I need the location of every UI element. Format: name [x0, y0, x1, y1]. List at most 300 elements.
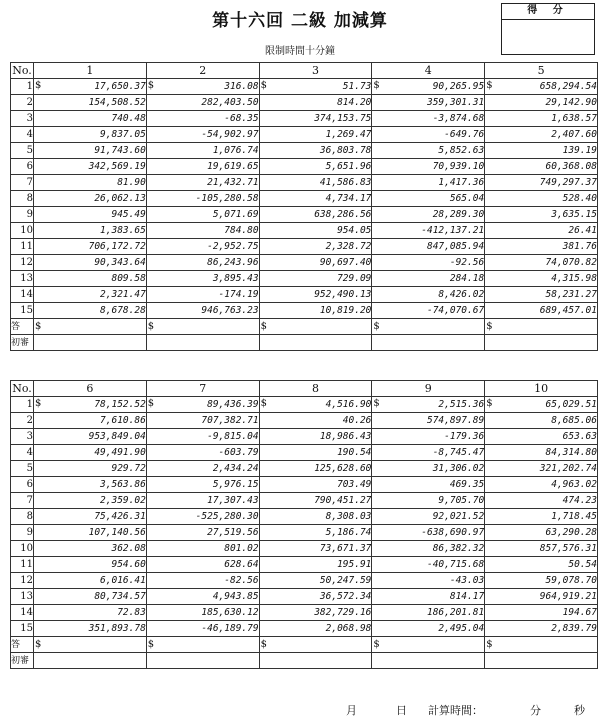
value-cell — [372, 287, 485, 303]
row-number: 14 — [11, 605, 34, 621]
currency-sign: $ — [147, 639, 155, 650]
value-cell — [34, 557, 147, 573]
value-text: 107,140.56 — [88, 526, 146, 538]
value-text: 9,705.70 — [438, 494, 485, 506]
value-text: 809.58 — [111, 272, 146, 284]
answer-input[interactable] — [146, 637, 259, 653]
value-cell — [485, 477, 598, 493]
value-text: 26.41 — [568, 224, 597, 236]
table-row — [11, 413, 598, 429]
value-cell — [259, 557, 372, 573]
check-cell[interactable] — [34, 335, 147, 351]
value-cell — [259, 287, 372, 303]
row-number: 5 — [11, 143, 34, 159]
value-text: 952,490.13 — [314, 288, 372, 300]
value-cell — [485, 573, 598, 589]
value-text: 362.08 — [111, 542, 146, 554]
value-cell — [146, 429, 259, 445]
value-text: 4,516.90 — [325, 398, 372, 410]
check-cell[interactable] — [259, 653, 372, 669]
row-number: 12 — [11, 255, 34, 271]
value-cell — [372, 159, 485, 175]
value-cell — [34, 429, 147, 445]
currency-sign: $ — [35, 639, 42, 650]
value-cell — [34, 271, 147, 287]
value-cell — [259, 509, 372, 525]
column-header: 2 — [146, 63, 259, 79]
footer-day: 日 — [396, 704, 407, 717]
value-text: 282,403.50 — [201, 96, 259, 108]
value-text: 8,308.03 — [325, 510, 372, 522]
check-label: 初審 — [11, 335, 34, 351]
column-header: 5 — [485, 63, 598, 79]
value-text: 3,635.15 — [551, 208, 597, 220]
value-cell — [146, 397, 259, 413]
currency-sign: $ — [486, 321, 493, 332]
value-cell — [259, 111, 372, 127]
value-cell — [146, 95, 259, 111]
value-cell — [259, 397, 372, 413]
value-cell — [259, 159, 372, 175]
value-text: 50.54 — [568, 558, 597, 570]
value-cell — [259, 605, 372, 621]
table-row — [11, 621, 598, 637]
value-cell — [259, 175, 372, 191]
value-text: 91,743.60 — [94, 144, 146, 156]
table-row — [11, 557, 598, 573]
value-text: 8,426.02 — [438, 288, 485, 300]
value-text: 857,576.31 — [539, 542, 597, 554]
value-cell — [372, 111, 485, 127]
table-row — [11, 525, 598, 541]
table-row — [11, 143, 598, 159]
row-number: 11 — [11, 557, 34, 573]
value-cell — [34, 255, 147, 271]
value-cell — [259, 255, 372, 271]
value-text: 707,382.71 — [201, 414, 259, 426]
value-cell — [372, 95, 485, 111]
footer-calc-time: 計算時間： — [428, 704, 483, 717]
currency-sign: $ — [373, 321, 380, 332]
value-cell — [146, 573, 259, 589]
value-cell — [372, 477, 485, 493]
row-number: 12 — [11, 573, 34, 589]
value-cell — [259, 589, 372, 605]
value-text: 2,321.47 — [100, 288, 146, 300]
value-cell — [34, 525, 147, 541]
value-cell — [259, 445, 372, 461]
value-cell — [259, 621, 372, 637]
value-cell — [146, 509, 259, 525]
value-text: 31,306.02 — [432, 462, 485, 474]
value-cell — [34, 127, 147, 143]
value-text: 125,628.60 — [314, 462, 372, 474]
value-text: 847,085.94 — [426, 240, 485, 252]
value-text: 2,839.79 — [551, 622, 597, 634]
value-text: 689,457.01 — [539, 304, 597, 316]
value-cell — [485, 127, 598, 143]
value-cell — [485, 525, 598, 541]
value-cell — [485, 429, 598, 445]
answer-row — [11, 319, 598, 335]
value-text: 84,314.80 — [545, 446, 597, 458]
table-row — [11, 541, 598, 557]
value-text: 154,508.52 — [88, 96, 146, 108]
check-row — [11, 335, 598, 351]
row-number: 9 — [11, 525, 34, 541]
value-text: 92,021.52 — [432, 510, 485, 522]
value-text: 78,152.52 — [94, 398, 146, 410]
answer-input[interactable] — [372, 319, 485, 335]
value-text: 351,893.78 — [88, 622, 146, 634]
value-text: 628.64 — [224, 558, 259, 570]
value-text: 9,837.05 — [100, 128, 146, 140]
value-text: 70,939.10 — [432, 160, 485, 172]
value-cell — [372, 509, 485, 525]
value-text: 73,671.37 — [319, 542, 372, 554]
row-number: 10 — [11, 223, 34, 239]
value-cell — [372, 143, 485, 159]
table-row — [11, 175, 598, 191]
time-limit: 限制時間十分鐘 — [265, 46, 335, 57]
table-row — [11, 461, 598, 477]
value-cell — [259, 477, 372, 493]
value-cell — [485, 95, 598, 111]
value-cell — [34, 589, 147, 605]
currency-sign: $ — [260, 398, 267, 409]
value-text: 5,186.74 — [325, 526, 372, 538]
table-row — [11, 255, 598, 271]
column-header: 6 — [34, 381, 147, 397]
value-cell — [259, 413, 372, 429]
value-cell — [34, 303, 147, 319]
table-row — [11, 207, 598, 223]
value-text: 954.60 — [111, 558, 146, 570]
value-cell — [146, 477, 259, 493]
value-cell — [259, 493, 372, 509]
value-text: 374,153.75 — [314, 112, 372, 124]
value-cell — [34, 175, 147, 191]
row-number: 5 — [11, 461, 34, 477]
currency-sign: $ — [260, 321, 267, 332]
value-text: 638,286.56 — [314, 208, 372, 220]
table-row — [11, 287, 598, 303]
value-text: 36,803.78 — [319, 144, 372, 156]
row-number: 13 — [11, 271, 34, 287]
score-label: 得 分 — [502, 4, 594, 20]
table-row — [11, 477, 598, 493]
value-text: 49,491.90 — [94, 446, 146, 458]
value-text: 65,029.51 — [545, 398, 597, 410]
value-cell — [372, 191, 485, 207]
table-row — [11, 493, 598, 509]
value-text: 4,943.85 — [212, 590, 259, 602]
answer-input[interactable] — [259, 319, 372, 335]
value-cell — [34, 621, 147, 637]
value-cell — [146, 461, 259, 477]
value-cell — [146, 303, 259, 319]
value-cell — [34, 111, 147, 127]
header-row — [11, 381, 598, 397]
value-cell — [34, 397, 147, 413]
value-text: 139.19 — [562, 144, 597, 156]
value-cell — [146, 493, 259, 509]
check-cell[interactable] — [146, 653, 259, 669]
value-text: 953,849.04 — [88, 430, 146, 442]
value-text: -46,189.79 — [201, 622, 259, 634]
value-cell — [146, 271, 259, 287]
row-number: 7 — [11, 175, 34, 191]
value-cell — [146, 287, 259, 303]
value-cell — [146, 589, 259, 605]
value-cell — [485, 191, 598, 207]
value-cell — [146, 207, 259, 223]
table-row — [11, 509, 598, 525]
table-row — [11, 605, 598, 621]
value-text: -92.56 — [449, 256, 485, 268]
value-text: 342,569.19 — [88, 160, 146, 172]
value-text: 4,315.98 — [551, 272, 597, 284]
value-cell — [485, 397, 598, 413]
check-cell[interactable] — [259, 335, 372, 351]
table-row — [11, 429, 598, 445]
check-cell[interactable] — [485, 335, 598, 351]
value-text: -649.76 — [444, 128, 485, 140]
check-cell[interactable] — [372, 335, 485, 351]
value-text: 814.17 — [449, 590, 485, 602]
value-cell — [372, 303, 485, 319]
value-cell — [485, 239, 598, 255]
currency-sign: $ — [486, 639, 493, 650]
table-row — [11, 589, 598, 605]
value-cell — [485, 541, 598, 557]
value-text: 50,247.59 — [319, 574, 372, 586]
currency-sign: $ — [486, 398, 493, 409]
value-cell — [34, 159, 147, 175]
value-cell — [372, 461, 485, 477]
check-cell[interactable] — [485, 653, 598, 669]
value-cell — [34, 239, 147, 255]
value-cell — [259, 191, 372, 207]
value-text: -54,902.97 — [201, 128, 259, 140]
no-header: No. — [12, 63, 32, 77]
currency-sign: $ — [260, 639, 267, 650]
value-text: 190.54 — [337, 446, 372, 458]
currency-sign: $ — [147, 321, 155, 332]
value-cell — [259, 525, 372, 541]
value-cell — [485, 413, 598, 429]
table-row — [11, 127, 598, 143]
value-text: 474.23 — [562, 494, 597, 506]
value-text: -74,070.67 — [426, 304, 485, 316]
row-number: 14 — [11, 287, 34, 303]
value-cell — [259, 143, 372, 159]
answer-input[interactable] — [259, 637, 372, 653]
row-number: 3 — [11, 111, 34, 127]
value-text: 2,515.36 — [438, 398, 485, 410]
value-text: 801.02 — [224, 542, 259, 554]
value-cell — [259, 207, 372, 223]
value-text: 74,070.82 — [545, 256, 597, 268]
currency-sign: $ — [147, 398, 155, 409]
value-text: -179.36 — [444, 430, 485, 442]
answer-input[interactable] — [34, 637, 147, 653]
value-cell — [259, 127, 372, 143]
value-text: -43.03 — [449, 574, 485, 586]
row-number: 6 — [11, 159, 34, 175]
value-text: 3,895.43 — [212, 272, 259, 284]
value-cell — [34, 461, 147, 477]
value-cell — [146, 541, 259, 557]
value-cell — [372, 445, 485, 461]
value-text: 1,718.45 — [551, 510, 597, 522]
value-cell — [259, 271, 372, 287]
table-row — [11, 111, 598, 127]
value-cell — [372, 525, 485, 541]
value-text: 574,897.89 — [426, 414, 485, 426]
answer-input[interactable] — [34, 319, 147, 335]
value-cell — [146, 445, 259, 461]
check-cell[interactable] — [146, 335, 259, 351]
value-text: -174.19 — [218, 288, 259, 300]
value-cell — [485, 621, 598, 637]
value-text: 749,297.37 — [539, 176, 597, 188]
value-text: 1,638.57 — [551, 112, 597, 124]
currency-sign: $ — [35, 321, 42, 332]
value-text: 2,328.72 — [325, 240, 372, 252]
value-cell — [485, 605, 598, 621]
column-header: 10 — [485, 381, 598, 397]
check-cell[interactable] — [34, 653, 147, 669]
table-row — [11, 239, 598, 255]
column-header: 8 — [259, 381, 372, 397]
value-cell — [34, 509, 147, 525]
value-text: 8,678.28 — [100, 304, 146, 316]
value-cell — [146, 111, 259, 127]
footer-seconds: 秒 — [574, 704, 585, 717]
table-row — [11, 79, 598, 95]
value-text: 964,919.21 — [539, 590, 597, 602]
currency-sign: $ — [373, 398, 380, 409]
value-text: 2,407.60 — [551, 128, 597, 140]
value-text: -68.35 — [224, 112, 259, 124]
value-cell — [34, 445, 147, 461]
value-text: 17,650.37 — [94, 80, 146, 92]
value-cell — [259, 223, 372, 239]
value-cell — [146, 621, 259, 637]
value-text: 5,976.15 — [212, 478, 259, 490]
value-text: 1,383.65 — [100, 224, 146, 236]
value-text: 195.91 — [337, 558, 372, 570]
value-cell — [485, 223, 598, 239]
column-header: 9 — [372, 381, 485, 397]
value-cell — [485, 461, 598, 477]
value-cell — [372, 207, 485, 223]
value-cell — [485, 493, 598, 509]
footer-minutes: 分 — [530, 704, 541, 717]
value-text: -82.56 — [224, 574, 259, 586]
value-text: 954.05 — [337, 224, 372, 236]
value-cell — [485, 159, 598, 175]
value-cell — [146, 223, 259, 239]
answer-input[interactable] — [485, 637, 598, 653]
answer-input[interactable] — [146, 319, 259, 335]
value-text: 72.83 — [117, 606, 146, 618]
value-text: 186,201.81 — [426, 606, 485, 618]
value-cell — [372, 255, 485, 271]
table-row — [11, 191, 598, 207]
value-text: -2,952.75 — [207, 240, 259, 252]
value-cell — [34, 287, 147, 303]
value-cell — [146, 175, 259, 191]
row-number: 13 — [11, 589, 34, 605]
value-text: 2,359.02 — [100, 494, 146, 506]
table-row — [11, 397, 598, 413]
value-cell — [146, 413, 259, 429]
value-text: 18,986.43 — [319, 430, 372, 442]
value-text: 1,269.47 — [325, 128, 372, 140]
answer-input[interactable] — [372, 637, 485, 653]
value-text: -9,815.04 — [207, 430, 259, 442]
value-cell — [146, 79, 259, 95]
value-cell — [372, 541, 485, 557]
value-cell — [485, 207, 598, 223]
row-number: 8 — [11, 191, 34, 207]
value-cell — [372, 271, 485, 287]
value-cell — [146, 605, 259, 621]
value-text: 528.40 — [562, 192, 597, 204]
value-text: 316.08 — [224, 80, 259, 92]
value-cell — [485, 303, 598, 319]
problem-table-1 — [10, 62, 598, 351]
answer-input[interactable] — [485, 319, 598, 335]
value-cell — [34, 143, 147, 159]
value-cell — [34, 541, 147, 557]
column-header: 3 — [259, 63, 372, 79]
value-cell — [372, 397, 485, 413]
value-text: -3,874.68 — [432, 112, 485, 124]
value-cell — [372, 573, 485, 589]
row-number: 7 — [11, 493, 34, 509]
value-text: 75,426.31 — [94, 510, 146, 522]
value-text: 4,963.02 — [551, 478, 597, 490]
value-cell — [34, 413, 147, 429]
value-text: 90,343.64 — [94, 256, 146, 268]
value-cell — [485, 111, 598, 127]
check-label: 初審 — [11, 653, 34, 669]
row-number: 11 — [11, 239, 34, 255]
value-text: -412,137.21 — [421, 224, 485, 236]
value-cell — [146, 143, 259, 159]
value-text: 284.18 — [449, 272, 485, 284]
value-text: 3,563.86 — [100, 478, 146, 490]
value-text: 41,586.83 — [319, 176, 372, 188]
row-number: 2 — [11, 413, 34, 429]
value-text: 51.73 — [342, 80, 372, 92]
value-text: 28,289.30 — [432, 208, 485, 220]
value-cell — [372, 557, 485, 573]
table-row — [11, 223, 598, 239]
answer-label: 答 — [11, 637, 34, 653]
row-number: 1 — [11, 79, 34, 95]
value-cell — [485, 79, 598, 95]
value-cell — [259, 573, 372, 589]
value-text: 740.48 — [111, 112, 146, 124]
check-cell[interactable] — [372, 653, 485, 669]
value-text: 658,294.54 — [539, 80, 597, 92]
value-text: 653.63 — [562, 430, 597, 442]
value-text: 21,432.71 — [207, 176, 259, 188]
